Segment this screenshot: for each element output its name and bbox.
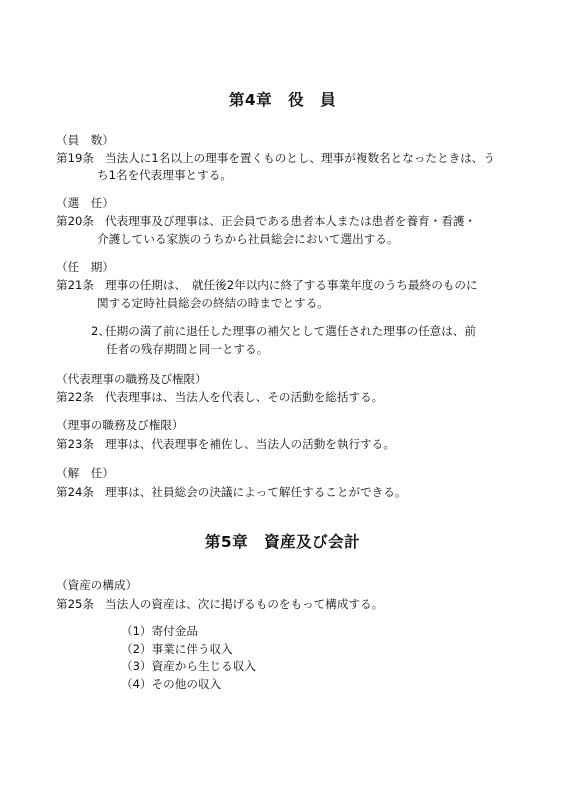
- asset-list-item: （2）事業に伴う収入: [121, 642, 233, 656]
- article-23-text: 理事は、代表理事を補佐し、当法人の活動を執行する。: [105, 437, 395, 451]
- chapter-4-title: 第4章 役 員: [228, 91, 337, 109]
- asset-list-item: （3）資産から生じる収入: [121, 659, 256, 673]
- article-22-heading: （代表理事の職務及び権限）: [56, 372, 207, 386]
- article-24-number: 第24条: [56, 485, 94, 499]
- article-22-number: 第22条: [56, 390, 94, 404]
- article-21-paragraph-2-line-2: 任者の残存期間と同一とする。: [106, 342, 269, 356]
- article-21-paragraph-2-number: 2、: [91, 324, 110, 338]
- article-25-heading: （資産の構成）: [56, 578, 138, 592]
- article-20-text-line-1: 代表理事及び理事は、正会員である患者本人または患者を養育・看護・: [105, 214, 477, 228]
- article-20-heading: （選 任）: [56, 196, 114, 210]
- article-20-text-line-2: 介護している家族のうちから社員総会において選出する。: [97, 232, 399, 246]
- article-19-text-line-1: 当法人に1名以上の理事を置くものとし、理事が複数名となったときは、う: [105, 151, 495, 165]
- article-21-number: 第21条: [56, 278, 94, 292]
- article-19-text-line-2: ち1名を代表理事とする。: [97, 168, 232, 182]
- article-21-heading: （任 期）: [56, 260, 114, 274]
- article-25-number: 第25条: [56, 597, 94, 611]
- article-23-heading: （理事の職務及び権限）: [56, 418, 184, 432]
- article-20-number: 第20条: [56, 214, 94, 228]
- article-21-paragraph-2-line-1: 任期の満了前に退任した理事の補欠として選任された理事の任意は、前: [105, 324, 477, 338]
- article-23-number: 第23条: [56, 437, 94, 451]
- article-21-text-line-1: 理事の任期は、 就任後2年以内に終了する事業年度のうち最終のものに: [105, 278, 478, 292]
- article-25-text: 当法人の資産は、次に掲げるものをもって構成する。: [105, 597, 384, 611]
- article-19-number: 第19条: [56, 151, 94, 165]
- asset-list-item: （4）その他の収入: [121, 677, 222, 691]
- chapter-5-title: 第5章 資産及び会計: [204, 533, 361, 551]
- article-19-heading: （員 数）: [56, 133, 114, 147]
- asset-list-item: （1）寄付金品: [121, 624, 198, 638]
- article-22-text: 代表理事は、当法人を代表し、その活動を総括する。: [105, 390, 384, 404]
- article-24-heading: （解 任）: [56, 466, 114, 480]
- article-21-text-line-2: 関する定時社員総会の終結の時までとする。: [97, 296, 329, 310]
- article-24-text: 理事は、社員総会の決議によって解任することができる。: [105, 485, 407, 499]
